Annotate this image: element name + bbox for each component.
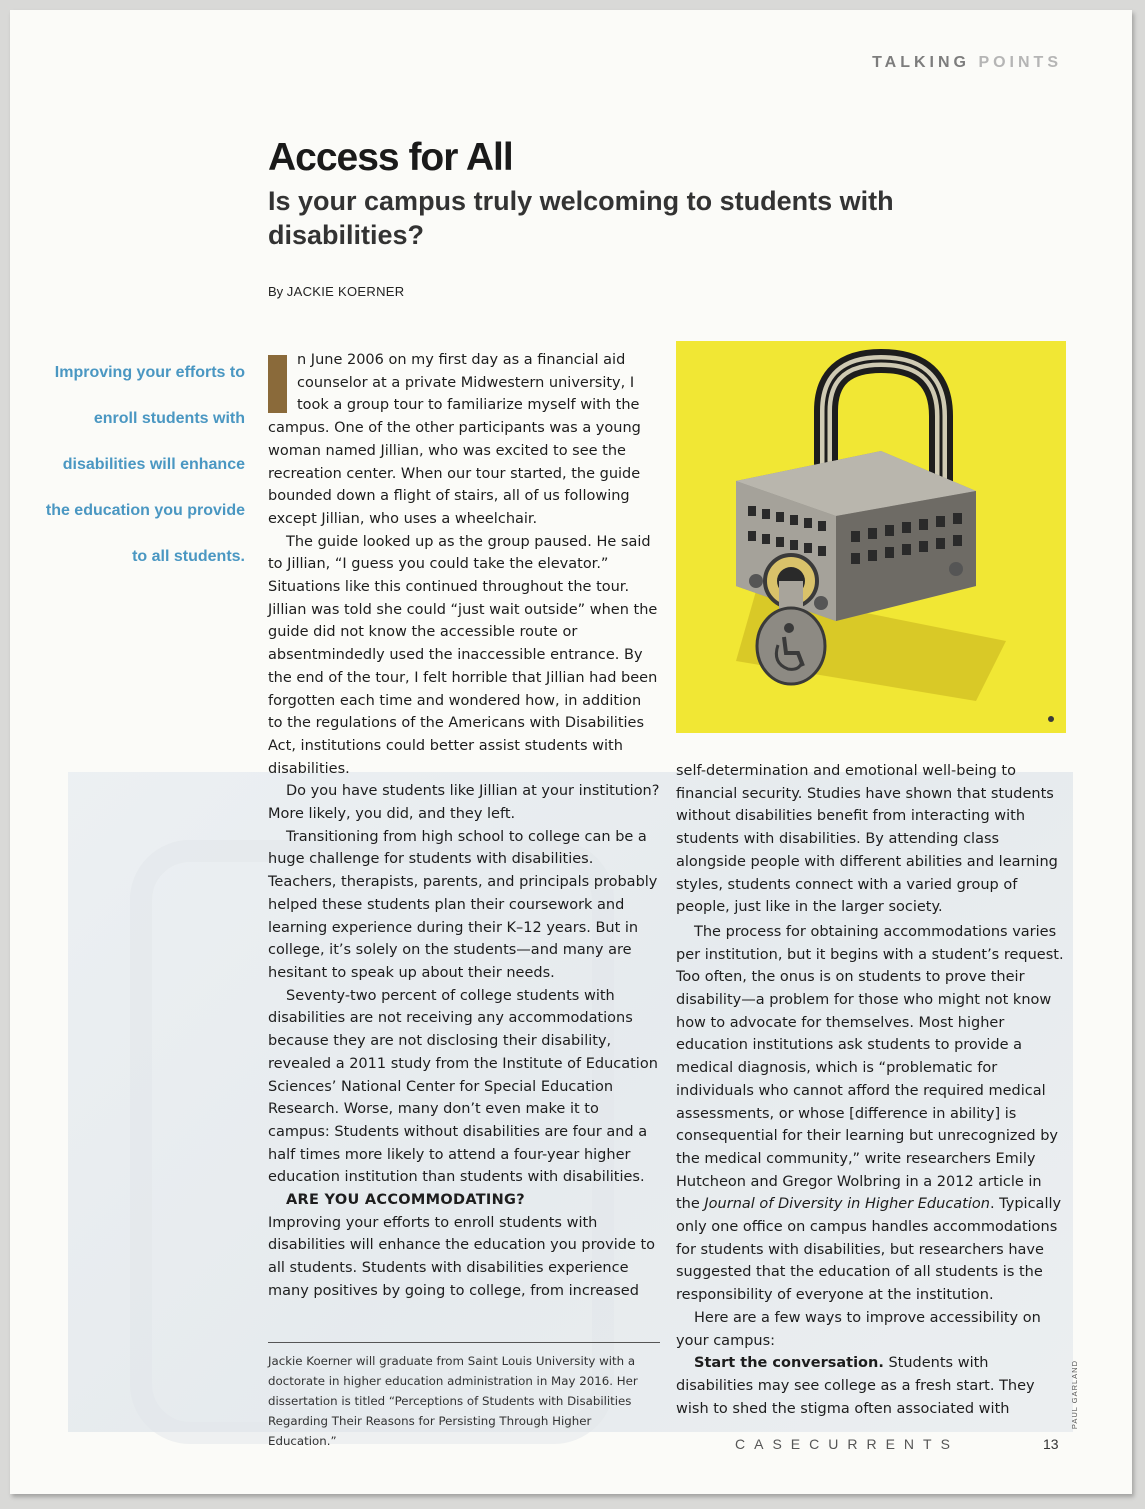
drop-cap: [268, 355, 287, 413]
paragraph-7-text-b: . Typically only one office on campus handles accommodations for students with disabilities, but researchers have suggested that the education of all students is the responsibility of everyone at the institution.: [676, 1196, 1062, 1304]
article-subtitle: Is your campus truly welcoming to students with disabilities?: [268, 186, 894, 250]
publication-name: CASECURRENTS: [735, 1436, 959, 1452]
padlock-building-icon: [676, 341, 1066, 733]
body-column-right: [676, 760, 1068, 1420]
running-head-section: TALKING: [872, 54, 970, 71]
illustration-credit: PAUL GARLAND: [1070, 1360, 1079, 1430]
page-number: 13: [1043, 1436, 1059, 1452]
byline: [268, 284, 404, 299]
author-name: JACKIE KOERNER: [286, 284, 405, 299]
paragraph-8: Here are a few ways to improve accessibility on your campus:: [676, 1309, 1041, 1349]
running-head-subsection: POINTS: [978, 54, 1062, 71]
journal-title: Journal of Diversity in Higher Education: [704, 1196, 990, 1213]
pull-quote: Improving your efforts to enroll students with disabilities will enhance the education you provide to all students.: [45, 364, 245, 565]
paragraph-1: n June 2006 on my first day as a financial aid counselor at a private Midwestern university, I took a group tour to familiarize myself with the campus. One of the other participants was a young woman named Jillian, who was excited to see the recreation center. When our tour started, the guide bounded down a flight of stairs, all of us following except Jillian, who uses a wheelchair.: [268, 352, 641, 527]
paragraph-4: Transitioning from high school to college can be a huge challenge for students with disabilities. Teachers, therapists, parents, and principals probably helped these students plan their coursework and learning experience during their K–12 years. But in college, it’s solely on the students—and many are hesitant to speak up about their needs.: [268, 828, 658, 981]
paragraph-6-continued: self-determination and emotional well-being to financial security. Studies have shown that students without disabilities benefit from interacting with students with disabilities. By attending class alongside people with different abilities and learning styles, students connect with a varied group of people, just like in the larger society.: [676, 763, 1058, 916]
paragraph-9-lead: Start the conversation.: [694, 1355, 884, 1372]
paragraph-2: The guide looked up as the group paused. He said to Jillian, “I guess you could take the elevator.” Situations like this continued throughout the tour. Jillian was told she could “just wait outside” when the guide did not know the accessible route or absentmindedly used the inaccessible entrance. By the end of the tour, I felt horrible that Jillian had been forgotten each time and wondered how, in addition to the regulations of the Americans with Disabilities Act, institutions could better assist students with disabilities.: [268, 533, 658, 777]
body-column-left: [268, 349, 660, 1303]
paragraph-3: Do you have students like Jillian at your institution? More likely, you did, and they left.: [268, 783, 660, 823]
byline-prefix: By: [268, 284, 284, 299]
magazine-page: [10, 10, 1132, 1494]
section-heading: ARE YOU ACCOMMODATING?: [286, 1192, 525, 1209]
article-title: Access for All: [268, 136, 513, 179]
running-head: [872, 54, 1062, 72]
paragraph-9: [676, 1352, 1068, 1420]
author-bio: Jackie Koerner will graduate from Saint Louis University with a doctorate in higher education administration in May 2016. Her dissertation is titled “Perceptions of Students with Disabilities Regarding Their Reasons for Persisting Through Higher Education.”: [268, 1342, 660, 1451]
paragraph-9-text: Students with disabilities may see college as a fresh start. They wish to shed the stigma often associated with: [676, 1355, 1035, 1417]
padlock-illustration: [676, 341, 1066, 733]
paragraph-7: [676, 921, 1068, 1307]
paragraph-5: Seventy-two percent of college students with disabilities are not receiving any accommodations because they are not disclosing their disability, revealed a 2011 study from the Institute of Education Sciences’ National Center for Special Education Research. Worse, many don’t even make it to campus: Students without disabilities are four and a half times more likely to attend a four-year higher education institution than students with disabilities.: [268, 987, 658, 1186]
paragraph-7-text-a: The process for obtaining accommodations varies per institution, but it begins with a student’s request. Too often, the onus is on students to prove their disability—a problem for those who might not know how to advocate for themselves. Most higher education institutions ask students to provide a medical diagnosis, which is “problematic for individuals who cannot afford the required medical assessments, or whose [difference in ability] is consequential for their learning but unrecognized by the medical community,” write researchers Emily Hutcheon and Gregor Wolbring in a 2012 article in the: [676, 923, 1064, 1213]
paragraph-6: Improving your efforts to enroll students with disabilities will enhance the education you provide to all students. Students with disabilities experience many positives by going to college, from increased: [268, 1214, 656, 1299]
